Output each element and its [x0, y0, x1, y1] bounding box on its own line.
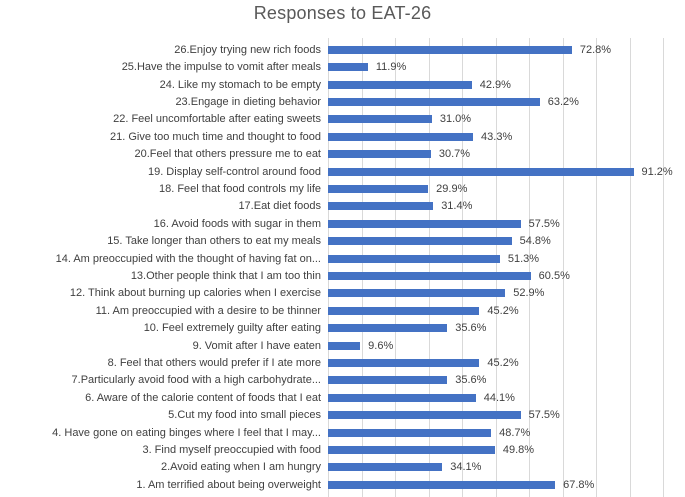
bar: [328, 150, 431, 158]
chart-row: [0, 267, 685, 284]
category-label: 26.Enjoy trying new rich foods: [174, 43, 321, 56]
chart-row: [0, 198, 685, 215]
bar: [328, 307, 479, 315]
chart-row: [0, 180, 685, 197]
bar: [328, 376, 447, 384]
chart-row: [0, 76, 685, 93]
chart-row: [0, 232, 685, 249]
category-label: 15. Take longer than others to eat my meals: [107, 235, 321, 248]
chart-row: [0, 58, 685, 75]
category-label: 17.Eat diet foods: [238, 200, 321, 213]
value-label: 42.9%: [479, 78, 511, 91]
chart-row: [0, 476, 685, 493]
bar: [328, 81, 472, 89]
chart-row: [0, 93, 685, 110]
value-label: 91.2%: [641, 165, 673, 178]
bar: [328, 359, 479, 367]
bar: [328, 446, 495, 454]
chart-row: [0, 424, 685, 441]
bar: [328, 463, 442, 471]
category-label: 18. Feel that food controls my life: [158, 182, 321, 195]
category-label: 6. Aware of the calorie content of foods that I eat: [85, 391, 321, 404]
chart-row: [0, 407, 685, 424]
value-label: 60.5%: [538, 269, 570, 282]
category-label: 19. Display self-control around food: [147, 165, 321, 178]
bar: [328, 168, 634, 176]
category-label: 2.Avoid eating when I am hungry: [160, 461, 321, 474]
value-label: 45.2%: [487, 357, 519, 370]
value-label: 30.7%: [438, 148, 471, 161]
bar: [328, 481, 555, 489]
value-label: 35.6%: [455, 374, 487, 387]
value-label: 11.9%: [375, 61, 407, 74]
category-label: 20.Feel that others pressure me to eat: [134, 148, 321, 161]
value-label: 29.9%: [436, 182, 468, 195]
category-label: 25.Have the impulse to vomit after meals: [121, 61, 321, 74]
value-label: 72.8%: [579, 43, 612, 56]
category-label: 11. Am preoccupied with a desire to be thinner: [95, 304, 321, 317]
bar: [328, 324, 447, 332]
category-label: 3. Find myself preoccupied with food: [142, 444, 321, 457]
chart-row: [0, 354, 685, 371]
value-label: 54.8%: [519, 235, 551, 248]
category-label: 7.Particularly avoid food with a high carbohydrate...: [71, 374, 321, 387]
category-label: 14. Am preoccupied with the thought of having fat on...: [55, 252, 321, 265]
bar: [328, 115, 432, 123]
bar: [328, 46, 572, 54]
bar: [328, 237, 512, 245]
bar: [328, 394, 476, 402]
rows: [0, 41, 685, 494]
chart-row: [0, 320, 685, 337]
bar: [328, 272, 531, 280]
value-label: 31.4%: [441, 200, 473, 213]
value-label: 45.2%: [487, 304, 519, 317]
chart-row: [0, 441, 685, 458]
chart-row: [0, 372, 685, 389]
bar: [328, 289, 505, 297]
value-label: 52.9%: [513, 287, 545, 300]
category-label: 24. Like my stomach to be empty: [159, 78, 321, 91]
value-label: 34.1%: [450, 461, 482, 474]
category-label: 22. Feel uncomfortable after eating sweets: [113, 113, 321, 126]
bar: [328, 63, 368, 71]
category-label: 9. Vomit after I have eaten: [192, 339, 321, 352]
chart-title: Responses to EAT-26: [253, 3, 432, 23]
category-label: 13.Other people think that I am too thin: [130, 269, 321, 282]
value-label: 43.3%: [481, 130, 513, 143]
chart-row: [0, 459, 685, 476]
value-label: 49.8%: [502, 444, 535, 457]
value-label: 44.1%: [483, 391, 515, 404]
chart-row: [0, 389, 685, 406]
category-label: 10. Feel extremely guilty after eating: [143, 322, 321, 335]
category-label: 12. Think about burning up calories when I exercise: [69, 287, 321, 300]
value-label: 67.8%: [563, 478, 595, 491]
category-label: 8. Feel that others would prefer if I ate more: [107, 357, 321, 370]
category-label: 23.Engage in dieting behavior: [175, 95, 321, 108]
category-label: 4. Have gone on eating binges where I feel that I may...: [52, 426, 321, 439]
bar: [328, 98, 540, 106]
bar: [328, 342, 360, 350]
chart-row: [0, 337, 685, 354]
bar: [328, 411, 521, 419]
value-label: 57.5%: [528, 409, 560, 422]
value-label: 51.3%: [507, 252, 540, 265]
chart-row: [0, 41, 685, 58]
category-label: 16. Avoid foods with sugar in them: [153, 217, 321, 230]
category-label: 5.Cut my food into small pieces: [168, 409, 321, 422]
bar: [328, 185, 428, 193]
value-label: 48.7%: [499, 426, 531, 439]
bar: [328, 220, 521, 228]
value-label: 9.6%: [368, 339, 394, 352]
chart-row: [0, 215, 685, 232]
chart-row: [0, 250, 685, 267]
chart-row: [0, 111, 685, 128]
bar: [328, 255, 500, 263]
value-label: 35.6%: [455, 322, 487, 335]
category-label: 21. Give too much time and thought to food: [110, 130, 321, 143]
bar: [328, 202, 433, 210]
chart-row: [0, 145, 685, 162]
chart-row: [0, 128, 685, 145]
bar: [328, 429, 491, 437]
chart-row: [0, 163, 685, 180]
category-label: 1. Am terrified about being overweight: [136, 478, 321, 491]
chart-row: [0, 285, 685, 302]
value-label: 31.0%: [439, 113, 472, 126]
value-label: 63.2%: [547, 95, 579, 108]
bar: [328, 133, 473, 141]
value-label: 57.5%: [528, 217, 560, 230]
chart-row: [0, 302, 685, 319]
